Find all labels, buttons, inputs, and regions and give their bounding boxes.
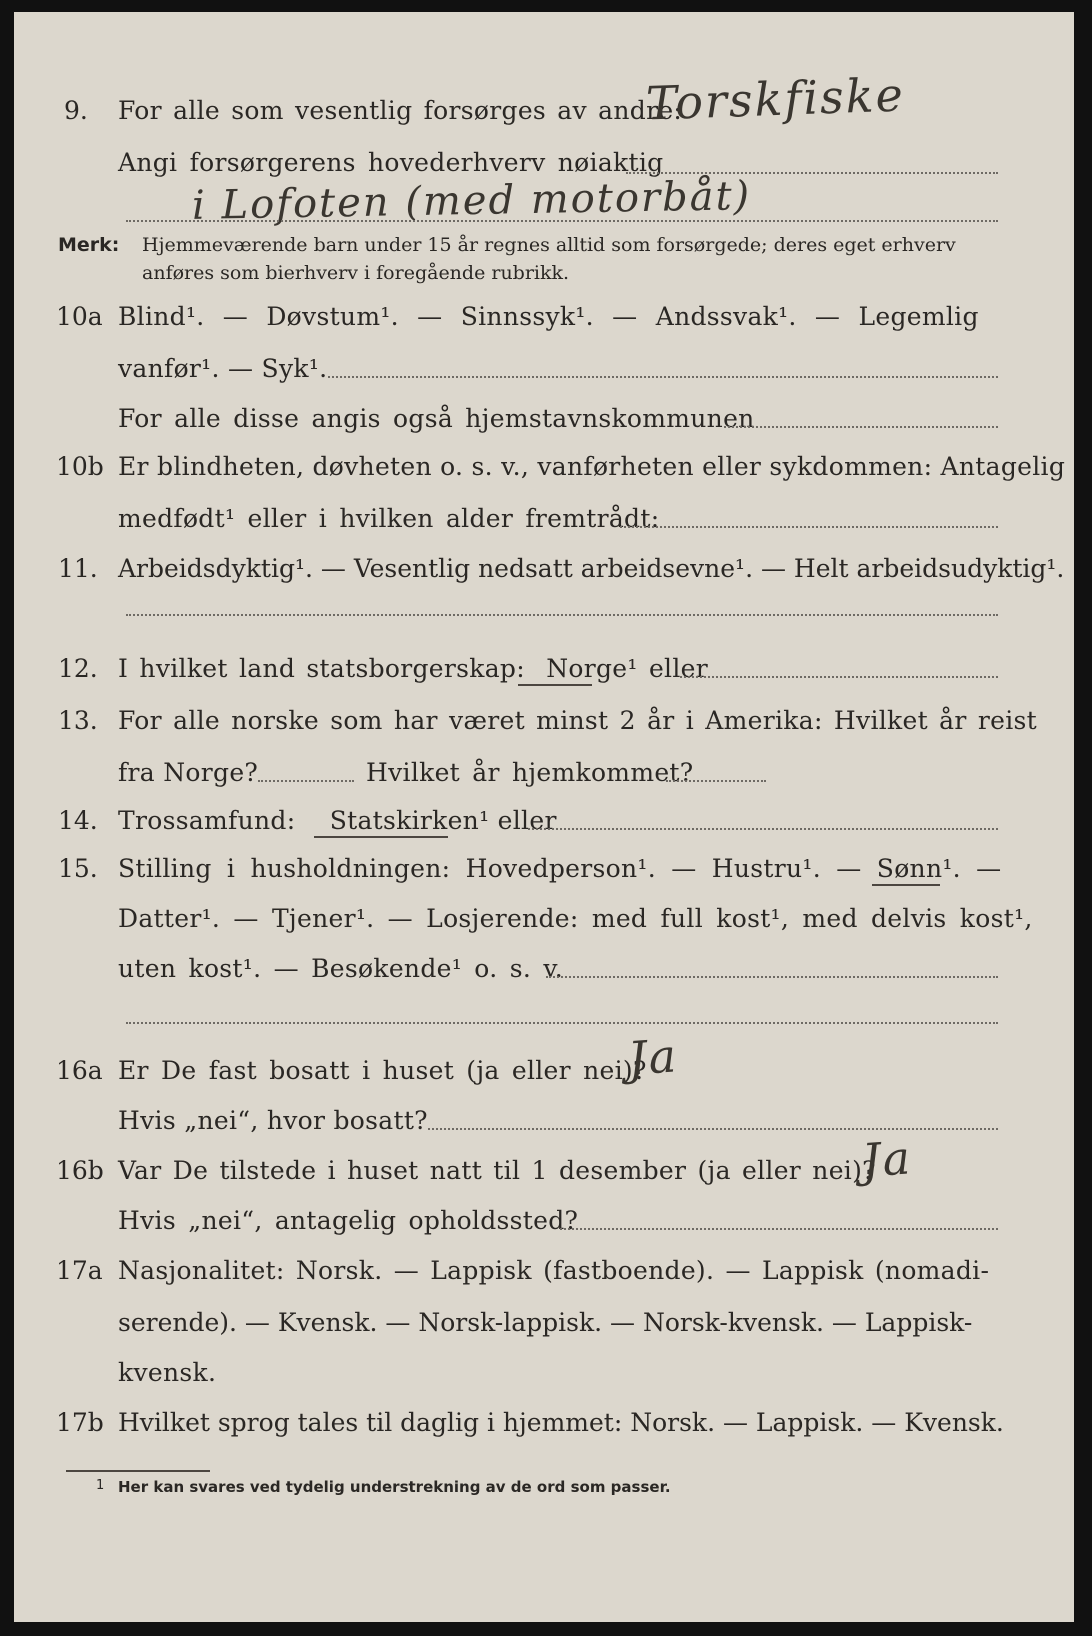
q12-answer-line [680, 676, 998, 678]
q17a-line-2: serende). — Kvensk. — Norsk-lappisk. — Norsk-kvensk. — Lappisk- [118, 1308, 973, 1337]
q16a-number: 16a [56, 1056, 103, 1085]
footnote-rule [66, 1470, 210, 1472]
q16b-number: 16b [56, 1156, 104, 1185]
q14-underline-statskirken [314, 836, 448, 838]
q15-answer-line-1 [546, 976, 998, 978]
q9-line-1: For alle som vesentlig forsørges av andre: [118, 96, 683, 125]
q12-number: 12. [58, 654, 98, 683]
q12-underline-norge [518, 684, 592, 686]
q16a-line-1: Er De fast bosatt i huset (ja eller nei)? [118, 1056, 647, 1085]
q9-handwritten-answer-2: i Lofoten (med motorbåt) [191, 173, 752, 229]
q15-line-1-end: ¹. — [942, 854, 1002, 883]
q12-option-norge: Norge [546, 654, 628, 683]
q13-answer-line-1 [258, 780, 354, 782]
q14-answer-line [528, 828, 998, 830]
q13-answer-line-2 [666, 780, 766, 782]
q17b-line-1: Hvilket sprog tales til daglig i hjemmet: Norsk. — Lappisk. — Kvensk. [118, 1408, 1004, 1437]
q10b-line-2: medfødt¹ eller i hvilken alder fremtrådt: [118, 504, 660, 533]
q10a-line-2: vanfør¹. — Syk¹. [118, 354, 328, 383]
merk-label: Merk: [58, 234, 120, 256]
q10b-number: 10b [56, 452, 104, 481]
q16b-line-1: Var De tilstede i huset natt til 1 desember (ja eller nei)? [118, 1156, 876, 1185]
q9-handwritten-answer-1: Torskfiske [645, 67, 906, 131]
q13-line-2b: Hvilket år hjemkommet? [366, 758, 694, 787]
q15-underline-sonn [872, 884, 940, 886]
q16a-handwritten-answer: Ja [626, 1028, 680, 1086]
q16a-answer-line [428, 1128, 998, 1130]
q15-option-sonn: Sønn [876, 854, 943, 883]
q15-line-2: Datter¹. — Tjener¹. — Losjerende: med full kost¹, med delvis kost¹, [118, 904, 1033, 933]
q16b-handwritten-answer: Ja [860, 1130, 914, 1188]
q10a-line-3: For alle disse angis også hjemstavnskommunen [118, 404, 755, 433]
q16b-answer-line [560, 1228, 998, 1230]
q14-option-statskirken: Statskirken [329, 806, 480, 835]
q10a-answer-line-2 [724, 426, 998, 428]
q10a-answer-line-1 [328, 376, 998, 378]
q12-line [118, 654, 708, 683]
q11-line-1: Arbeidsdyktig¹. — Vesentlig nedsatt arbeidsevne¹. — Helt arbeidsudyktig¹. [118, 554, 1065, 583]
q15-number: 15. [58, 854, 98, 883]
q14-label: Trossamfund: [118, 806, 296, 835]
q13-number: 13. [58, 706, 98, 735]
q13-line-2a: fra Norge? [118, 758, 259, 787]
merk-line-2: anføres som bierhverv i foregående rubrikk. [142, 262, 570, 284]
q17a-line-3: kvensk. [118, 1358, 217, 1387]
census-form-page [14, 12, 1074, 1622]
q15-line-3: uten kost¹. — Besøkende¹ o. s. v. [118, 954, 564, 983]
q16a-line-2: Hvis „nei“, hvor bosatt? [118, 1106, 428, 1135]
q10a-line-1: Blind¹. — Døvstum¹. — Sinnssyk¹. — Andssvak¹. — Legemlig [118, 302, 979, 331]
q17b-number: 17b [56, 1408, 104, 1437]
q11-answer-line [126, 614, 998, 616]
q9-line-2: Angi forsørgerens hovederhverv nøiaktig [118, 148, 664, 177]
q16b-line-2: Hvis „nei“, antagelig opholdssted? [118, 1206, 579, 1235]
q11-number: 11. [58, 554, 98, 583]
q14-number: 14. [58, 806, 98, 835]
footnote-mark: 1 [96, 1478, 105, 1493]
q14-line [118, 806, 557, 835]
q9-answer-line-2 [126, 220, 998, 222]
q10b-line-1: Er blindheten, døvheten o. s. v., vanførheten eller sykdommen: Antagelig [118, 452, 1066, 481]
q12-suffix: ¹ eller [627, 654, 708, 683]
q13-line-1: For alle norske som har været minst 2 år i Amerika: Hvilket år reist [118, 706, 1038, 735]
q12-label: I hvilket land statsborgerskap: [118, 654, 525, 683]
q15-line-1-start: Stilling i husholdningen: Hovedperson¹. — Hustru¹. — [118, 854, 862, 883]
q9-number: 9. [64, 96, 88, 125]
q17a-number: 17a [56, 1256, 103, 1285]
q10a-number: 10a [56, 302, 103, 331]
q17a-line-1: Nasjonalitet: Norsk. — Lappisk (fastboende). — Lappisk (nomadi- [118, 1256, 990, 1285]
merk-line-1: Hjemmeværende barn under 15 år regnes alltid som forsørgede; deres eget erhverv [142, 234, 956, 256]
q15-answer-line-2 [126, 1022, 998, 1024]
footnote-text: Her kan svares ved tydelig understrekning av de ord som passer. [118, 1478, 671, 1496]
q10b-answer-line [620, 526, 998, 528]
q15-line-1 [118, 854, 1001, 883]
q14-suffix: ¹ eller [479, 806, 557, 835]
